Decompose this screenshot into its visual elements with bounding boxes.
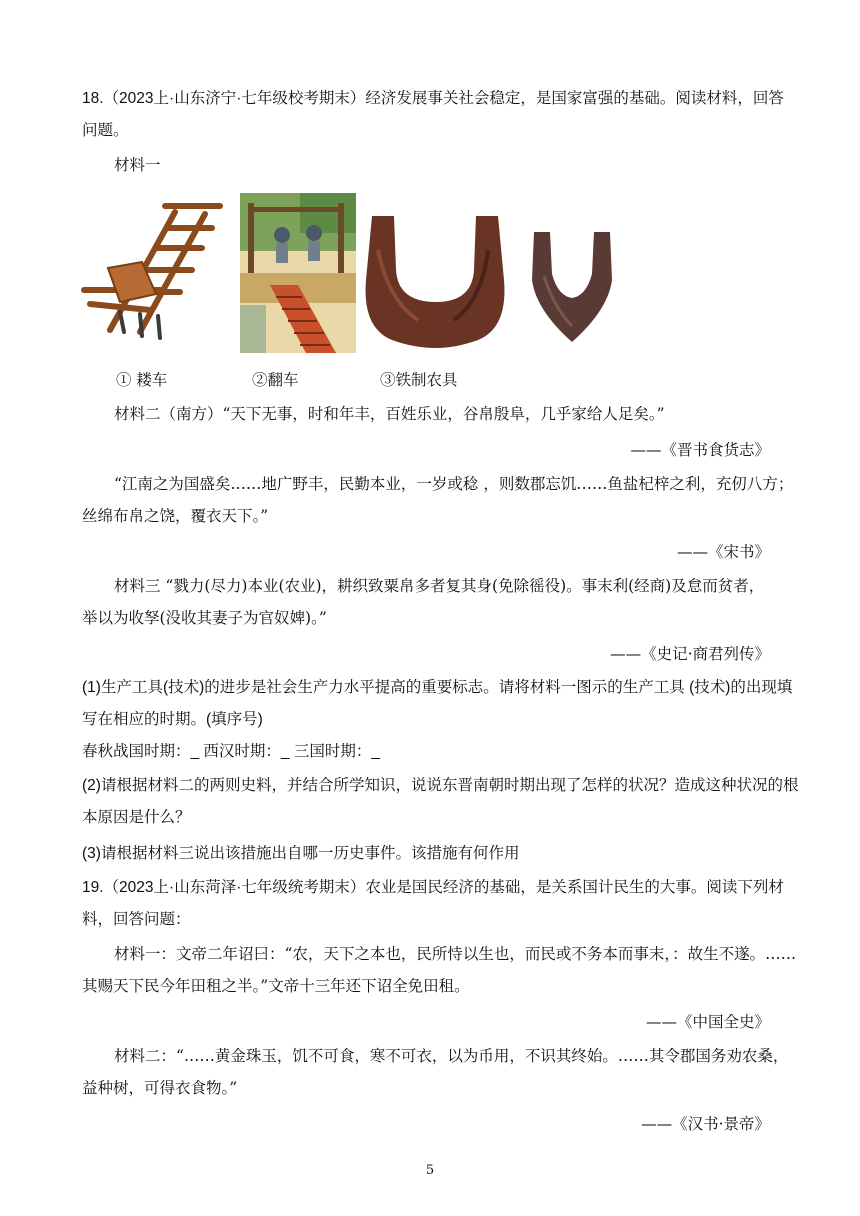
q18-title-cont: 问题。 — [82, 122, 129, 139]
q19-material2-source: ——《汉书·景帝》 — [641, 1115, 770, 1133]
iron-tool-image-1 — [358, 210, 513, 350]
page-number: 5 — [425, 1163, 435, 1178]
q18-material2-source2: ——《宋书》 — [676, 543, 770, 561]
q19-title: 19.（2023上·山东菏泽·七年级统考期末）农业是国民经济的基础，是关系国计民生的大事。阅读下列材 — [82, 879, 784, 896]
q18-material3-line1: 材料三 “戮力(尽力)本业(农业)，耕织致粟帛多者复其身(免除徭役)。事末利(经商)及怠而贫者， — [114, 577, 765, 595]
seed-drill-image — [80, 192, 232, 344]
chain-pump-image — [240, 193, 356, 353]
q19-material1-line2: 其赐天下民今年田租之半。”文帝十三年还下诏全免田租。 — [82, 977, 470, 995]
q18-sub1-line1: (1)生产工具(技术)的进步是社会生产力水平提高的重要标志。请将材料一图示的生产工具 (技术)的出现填 — [82, 679, 793, 696]
q18-material3-source: ——《史记·商君列传》 — [610, 645, 770, 663]
caption-iron-tools: ③铁制农具 — [380, 371, 458, 389]
q19-title-cont: 料，回答问题： — [82, 911, 191, 928]
q18-sub1-blanks: 春秋战国时期：_ 西汉时期：_ 三国时期：_ — [82, 743, 380, 760]
q18-sub1-line2: 写在相应的时期。(填序号) — [82, 711, 263, 728]
q18-material2-line2: “江南之为国盛矣……地广野丰，民勤本业，一岁或稔 ，则数郡忘饥……鱼盐杞梓之利，充仞八方； — [114, 475, 794, 493]
q18-sub2-line1: (2)请根据材料二的两则史料，并结合所学知识，说说东晋南朝时期出现了怎样的状况？造成这种状况的根 — [82, 777, 799, 794]
q18-material2-line3: 丝绵布帛之饶，覆衣天下。” — [82, 507, 269, 525]
q18-material1-label: 材料一 — [114, 156, 161, 174]
caption-seed-drill: ① 耧车 — [116, 371, 168, 389]
q19-material1-line1: 材料一：文帝二年诏曰：“农，天下之本也，民所恃以生也，而民或不务本而事末，：故生不遂。…… — [114, 945, 797, 963]
q19-material2-line1: 材料二：“……黄金珠玉，饥不可食，寒不可衣，以为币用，不识其终始。……其令郡国务劝农桑， — [114, 1047, 789, 1065]
q18-material2-line1: 材料二（南方）“天下无事，时和年丰，百姓乐业，谷帛殷阜，几乎家给人足矣。” — [114, 405, 665, 423]
q19-material1-source: ——《中国全史》 — [645, 1013, 770, 1031]
q18-material2-source1: ——《晋书食货志》 — [630, 441, 770, 459]
q18-sub3-line1: (3)请根据材料三说出该措施出自哪一历史事件。该措施有何作用 — [82, 845, 520, 862]
caption-chain-pump: ②翻车 — [252, 371, 299, 389]
q18-material3-line2: 举以为收孥(没收其妻子为官奴婢)。” — [82, 609, 327, 627]
iron-tool-image-2 — [524, 226, 620, 346]
q19-material2-line2: 益种树，可得衣食物。” — [82, 1079, 238, 1097]
q18-sub2-line2: 本原因是什么？ — [82, 809, 191, 826]
q18-title: 18.（2023上·山东济宁·七年级校考期末）经济发展事关社会稳定，是国家富强的基础。阅读材料，回答 — [82, 90, 784, 107]
